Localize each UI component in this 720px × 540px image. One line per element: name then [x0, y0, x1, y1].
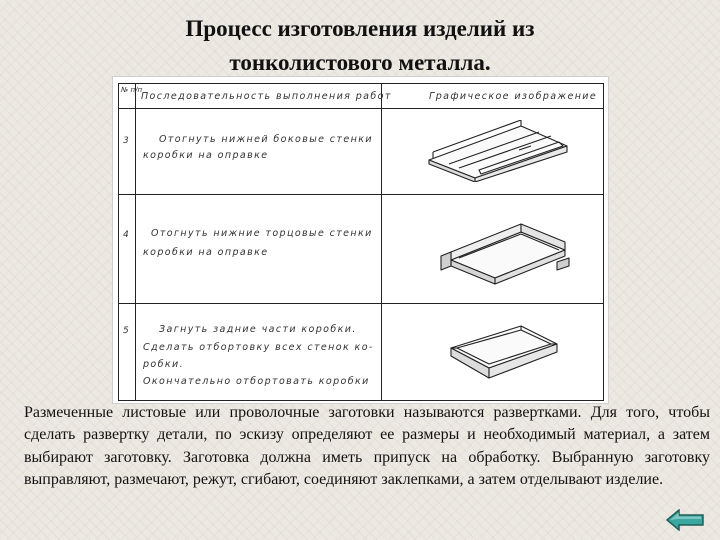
row-5-line-2: Сделать отбортовку всех стенок ко- [143, 342, 374, 353]
row-4-line-1: Отогнуть нижние торцовые стенки [151, 228, 373, 239]
row-5-line-3: робки. [143, 359, 185, 370]
table-divider [119, 194, 603, 195]
process-table-scan [112, 76, 609, 404]
row-3-line-1: Отогнуть нижней боковые стенки [159, 134, 373, 145]
header-num: № п/п [121, 86, 143, 94]
back-arrow-button[interactable] [666, 509, 704, 531]
row-num-3: 3 [123, 136, 129, 146]
title-line-2: тонколистового металла. [229, 50, 491, 75]
table-divider [135, 84, 136, 400]
box-sketch-step-5 [441, 320, 565, 384]
back-arrow-icon [667, 510, 703, 530]
row-3-line-2: коробки на оправке [143, 150, 269, 161]
page-title [60, 12, 660, 80]
table-divider [381, 84, 382, 400]
row-num-5: 5 [123, 326, 129, 336]
table-divider [119, 108, 603, 109]
table-divider [119, 303, 603, 304]
header-sequence: Последовательность выполнения работ [141, 91, 392, 102]
title-line-1: Процесс изготовления изделий из [185, 16, 535, 41]
header-graphic: Графическое изображение [429, 91, 598, 102]
row-4-line-2: коробки на оправке [143, 247, 269, 258]
row-5-line-1: Загнуть задние части коробки. [159, 324, 357, 335]
process-table [118, 83, 604, 401]
row-5-line-4: Окончательно отбортовать коробки [143, 376, 370, 387]
body-paragraph: Размеченные листовые или проволочные заготовки называются развертками. Для того, чтобы сделать развертку детали, по эскизу определяют ее размеры и необходимый материал, а затем выбирают заготовку. Заготовка должна иметь припуск на обработку. Выбранную заготовку выправляют, размечают, режут, сгибают, соединяют заклепками, а затем отделывают изделие. [24, 404, 710, 489]
box-sketch-step-4 [437, 216, 577, 288]
row-num-4: 4 [123, 230, 129, 240]
box-sketch-step-3 [419, 120, 579, 182]
